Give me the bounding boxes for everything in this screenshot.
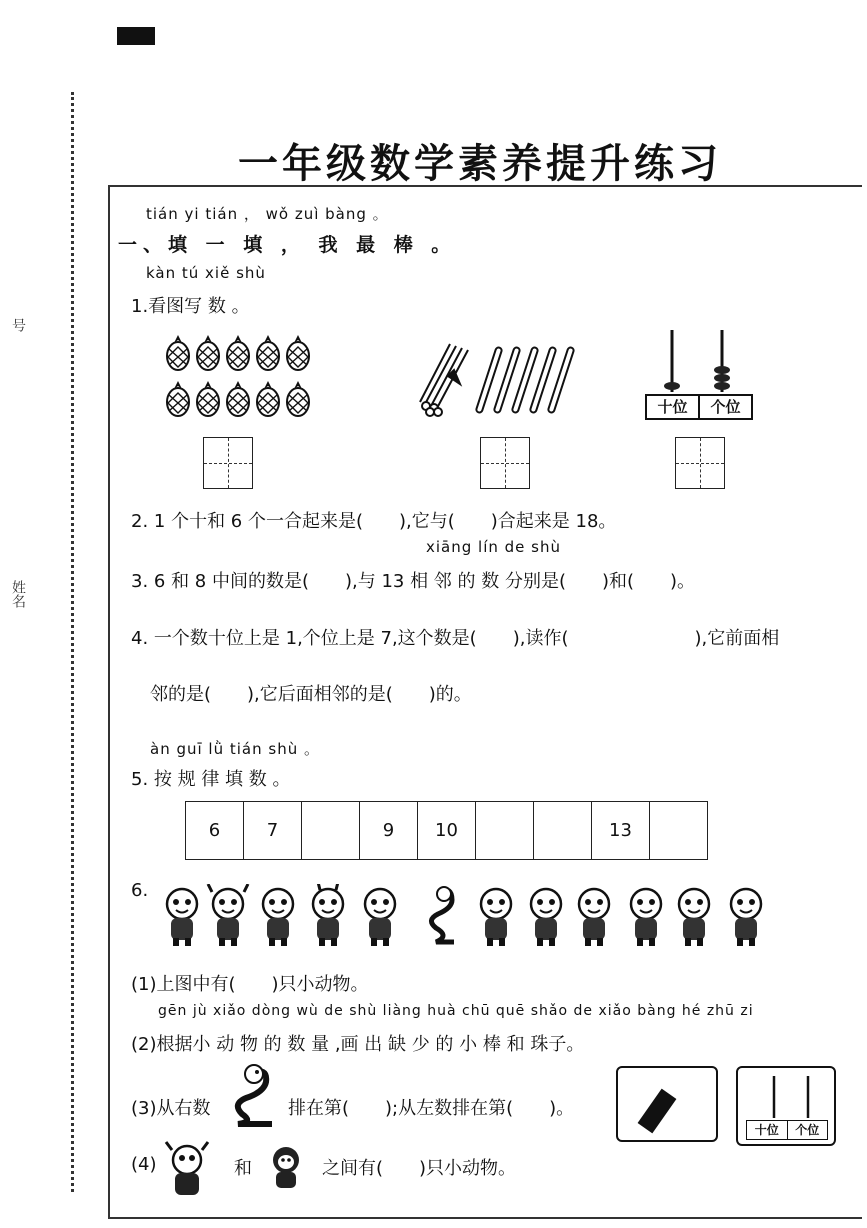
draw-bead-box[interactable] — [736, 1066, 836, 1146]
sequence-cell[interactable] — [534, 802, 592, 860]
answer-box-sticks[interactable] — [480, 437, 530, 489]
q6-sub4-c: 之间有( )只小动物。 — [322, 1158, 517, 1179]
ox-icon — [162, 1140, 212, 1200]
answer-box-pineapples[interactable] — [203, 437, 253, 489]
section-heading: 一、填 一 填 ， 我 最 棒 。 — [118, 234, 457, 256]
q5-label: 5. 按 规 律 填 数 。 — [131, 769, 291, 790]
sticks-bundle-icon — [418, 340, 583, 420]
abacus-icon — [645, 326, 753, 420]
sequence-table — [185, 801, 708, 860]
sequence-cell[interactable] — [476, 802, 534, 860]
tens-label: 十位 — [647, 396, 700, 418]
empty-abacus-icon — [738, 1068, 834, 1118]
q6-sub3-b: 排在第( );从左数排在第( )。 — [288, 1098, 575, 1119]
q3-pinyin: xiāng lín de shù — [426, 538, 561, 556]
monkey-icon — [266, 1144, 306, 1192]
snake-icon — [228, 1062, 280, 1128]
q6-sub3-a: (3)从右数 — [131, 1098, 211, 1119]
sequence-cell[interactable]: 6 — [186, 802, 244, 860]
sequence-cell[interactable]: 10 — [418, 802, 476, 860]
corner-marker — [117, 27, 155, 45]
ones-label: 个位 — [710, 398, 741, 416]
page-title: 一年级数学素养提升练习 — [238, 140, 722, 187]
sequence-cell[interactable] — [650, 802, 708, 860]
section-pinyin: tián yi tián ， wǒ zuì bàng 。 — [146, 205, 389, 223]
binding-line — [71, 92, 74, 1192]
q3-text: 3. 6 和 8 中间的数是( ),与 13 相 邻 的 数 分别是( )和( )。 — [131, 571, 696, 592]
q6-sub1: (1)上图中有( )只小动物。 — [131, 974, 369, 995]
sequence-cell[interactable]: 7 — [244, 802, 302, 860]
q6-label: 6. — [131, 880, 149, 901]
q1-label: 1.看图写 数 。 — [131, 296, 250, 317]
q5-pinyin: àn guī lǜ tián shù 。 — [150, 740, 320, 758]
sequence-cell[interactable] — [302, 802, 360, 860]
margin-label-number: 号 — [10, 318, 26, 332]
margin-label-name: 姓名 — [10, 580, 26, 608]
sequence-cell[interactable]: 13 — [592, 802, 650, 860]
pineapple-group-icon — [164, 333, 316, 421]
ones-label: 个位 — [795, 1123, 820, 1137]
q6-sub4-a: (4) — [131, 1154, 157, 1175]
q4-line1: 4. 一个数十位上是 1,个位上是 7,这个数是( ),读作( ),它前面相 — [131, 628, 780, 649]
mouse-icon — [167, 889, 197, 946]
q1-pinyin: kàn tú xiě shù — [146, 264, 266, 282]
stick-bundle-icon — [618, 1068, 716, 1140]
answer-box-abacus[interactable] — [675, 437, 725, 489]
q2-text: 2. 1 个十和 6 个一合起来是( ),它与( )合起来是 18。 — [131, 511, 617, 532]
q6-sub4-b: 和 — [234, 1158, 252, 1179]
tens-label: 十位 — [747, 1121, 788, 1139]
draw-stick-box[interactable] — [616, 1066, 718, 1142]
q6-sub2-pinyin: gēn jù xiǎo dòng wù de shù liàng huà chū quē shǎo de xiǎo bàng hé zhū zi — [158, 1003, 754, 1019]
q6-sub2: (2)根据小 动 物 的 数 量 ,画 出 缺 少 的 小 棒 和 珠子。 — [131, 1034, 585, 1055]
zodiac-animals-row — [160, 884, 772, 948]
sequence-cell[interactable]: 9 — [360, 802, 418, 860]
q4-line2: 邻的是( ),它后面相邻的是( )的。 — [150, 684, 472, 705]
